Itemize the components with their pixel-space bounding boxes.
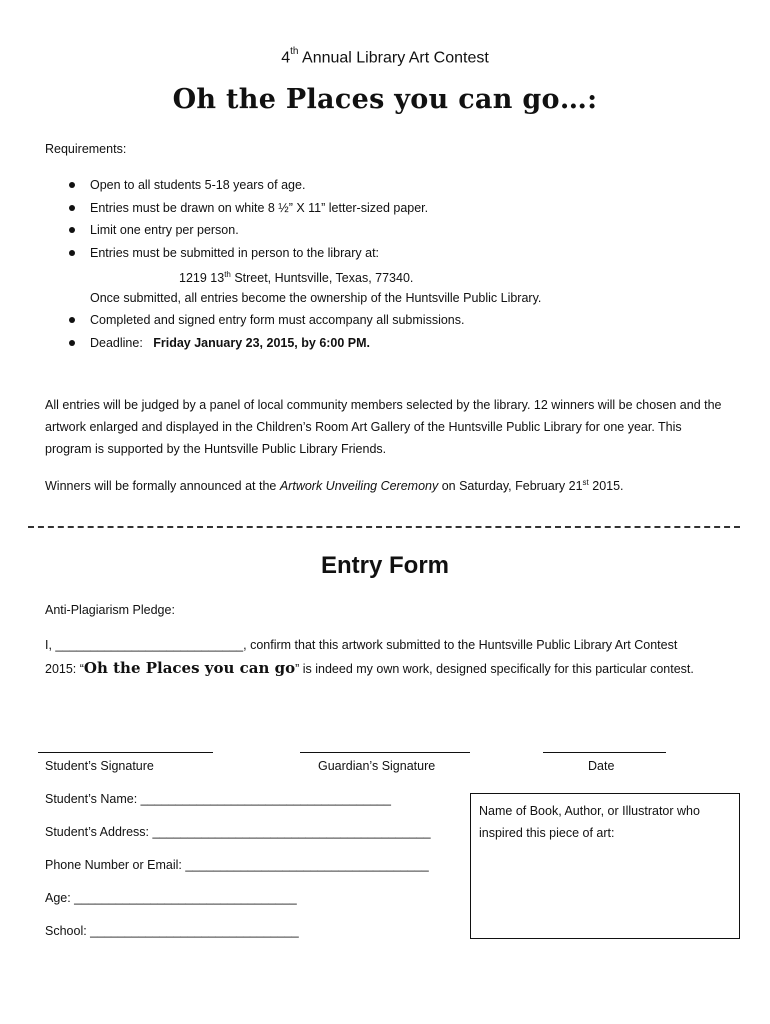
requirement-item: Entries must be submitted in person to the library at:: [45, 244, 725, 267]
inspiration-box[interactable]: [470, 793, 740, 939]
contest-title: 4th Annual Library Art Contest: [281, 46, 489, 67]
pledge-label: Anti-Plagiarism Pledge:: [45, 603, 175, 617]
requirement-item: Open to all students 5-18 years of age.: [45, 176, 725, 199]
requirement-item: Completed and signed entry form must accompany all submissions.: [45, 311, 725, 334]
student-address-field[interactable]: Student’s Address: ________________________________________: [45, 825, 431, 839]
theme-headline: Oh the Places you can go…:: [172, 84, 598, 115]
deadline-value: Friday January 23, 2015, by 6:00 PM.: [153, 335, 371, 350]
ceremony-name: Artwork Unveiling Ceremony: [279, 479, 439, 494]
age-field[interactable]: Age: ________________________________: [45, 891, 297, 905]
requirement-item: Entries must be drawn on white 8 ½” X 11” letter-sized paper.: [45, 199, 725, 222]
student-name-field[interactable]: Student’s Name: ____________________________________: [45, 792, 391, 806]
requirements-label: Requirements:: [45, 142, 127, 156]
library-address: 1219 13th Street, Huntsville, Texas, 77340.: [179, 270, 414, 286]
requirement-item: Limit one entry per person.: [45, 221, 725, 244]
pledge-statement[interactable]: [45, 634, 735, 681]
entry-form-title: Entry Form: [320, 552, 449, 579]
school-field[interactable]: School: ______________________________: [45, 924, 299, 938]
date-label: Date: [588, 759, 615, 773]
pledge-line-theme: 2015: “Oh the Places you can go” is indeed my own work, designed specifically for this particular contest.: [45, 659, 694, 677]
student-signature-label: Student’s Signature: [45, 759, 154, 773]
guardian-signature-line[interactable]: [300, 752, 470, 753]
deadline-label: Deadline:: [90, 335, 143, 350]
inspiration-box-label: Name of Book, Author, or Illustrator who inspired this piece of art:: [479, 804, 700, 840]
date-line[interactable]: [543, 752, 666, 753]
deadline-item: [45, 334, 725, 357]
pledge-theme: Oh the Places you can go: [83, 659, 296, 677]
ownership-note: Once submitted, all entries become the ownership of the Huntsville Public Library.: [90, 290, 542, 305]
phone-email-field[interactable]: Phone Number or Email: ___________________________________: [45, 858, 429, 872]
student-signature-line[interactable]: [38, 752, 213, 753]
pledge-line-name[interactable]: I, ___________________________, confirm that this artwork submitted to the Huntsville Public Library Art Contest: [45, 638, 678, 652]
winners-announcement: Winners will be formally announced at the Artwork Unveiling Ceremony on Saturday, February 21st 2015.: [45, 478, 624, 494]
judging-paragraph: All entries will be judged by a panel of local community members selected by the library. 12 winners will be chosen and the artwork enlarged and displayed in the Children’s Room Art Gallery of the Huntsville Public Library for one year. This program is supported by the Huntsville Public Library Friends.: [45, 398, 722, 456]
guardian-signature-label: Guardian’s Signature: [318, 759, 436, 773]
cut-line-divider: [28, 526, 740, 528]
requirements-list: [45, 176, 725, 356]
